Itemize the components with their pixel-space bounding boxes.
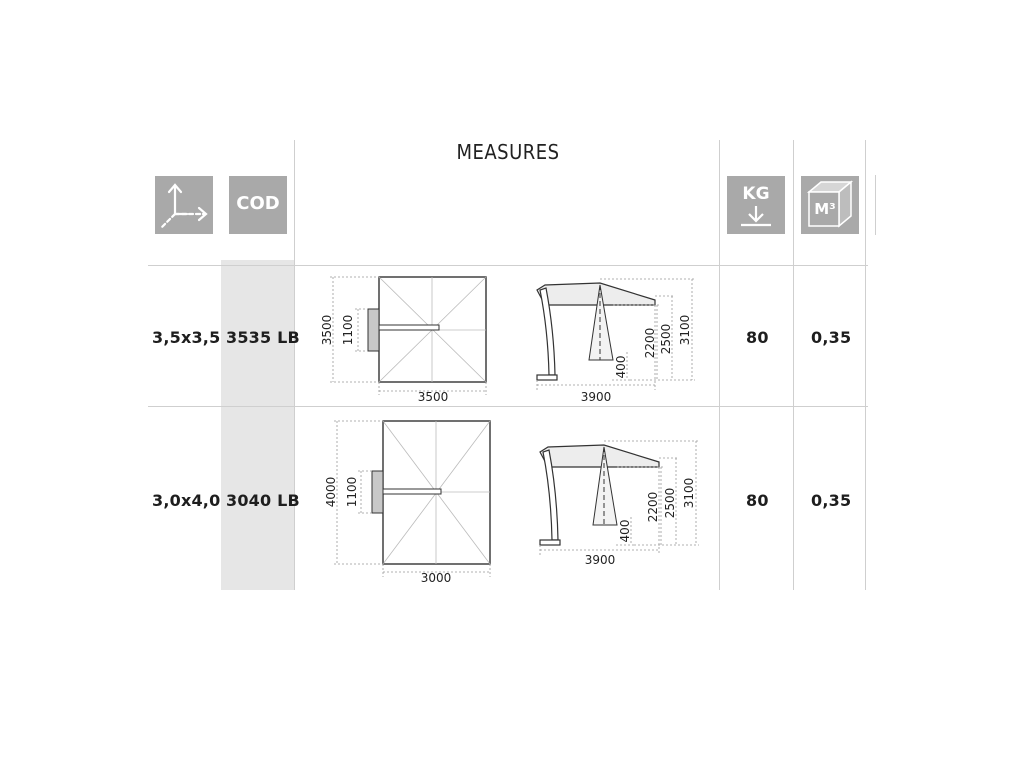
row-1-mount-dim: 1100 — [341, 314, 355, 346]
row-1-h2-dim: 2500 — [659, 323, 673, 355]
m3-label: M³ — [814, 200, 836, 218]
row-2-base-dim: 400 — [618, 519, 632, 543]
row-2-mount-dim: 1100 — [345, 476, 359, 508]
row-2-volume: 0,35 — [811, 491, 852, 510]
row-1-depth-dim: 3500 — [320, 314, 334, 346]
row-1-base-dim: 400 — [614, 355, 628, 379]
row-2-depth-dim: 4000 — [324, 476, 338, 508]
row-1-size: 3,5x3,5 — [152, 328, 221, 347]
cod-label: COD — [236, 193, 280, 214]
row-1-span-dim: 3900 — [580, 390, 612, 404]
page-title: MEASURES — [456, 140, 560, 164]
row-1-weight: 80 — [746, 328, 769, 347]
row-2-span-dim: 3900 — [584, 553, 616, 567]
row-1-volume: 0,35 — [811, 328, 852, 347]
row-2-code: 3040 LB — [226, 491, 300, 510]
row-2-h3-dim: 3100 — [682, 477, 696, 509]
row-1-code: 3535 LB — [226, 328, 300, 347]
row-1-width-dim: 3500 — [417, 390, 449, 404]
row-2-h1-dim: 2200 — [646, 491, 660, 523]
row-1-h1-dim: 2200 — [643, 327, 657, 359]
row-2-size: 3,0x4,0 — [152, 491, 221, 510]
kg-label: KG — [742, 184, 770, 204]
row-2-h2-dim: 2500 — [663, 487, 677, 519]
row-2-width-dim: 3000 — [420, 571, 452, 585]
row-1-h3-dim: 3100 — [678, 314, 692, 346]
row-2-weight: 80 — [746, 491, 769, 510]
